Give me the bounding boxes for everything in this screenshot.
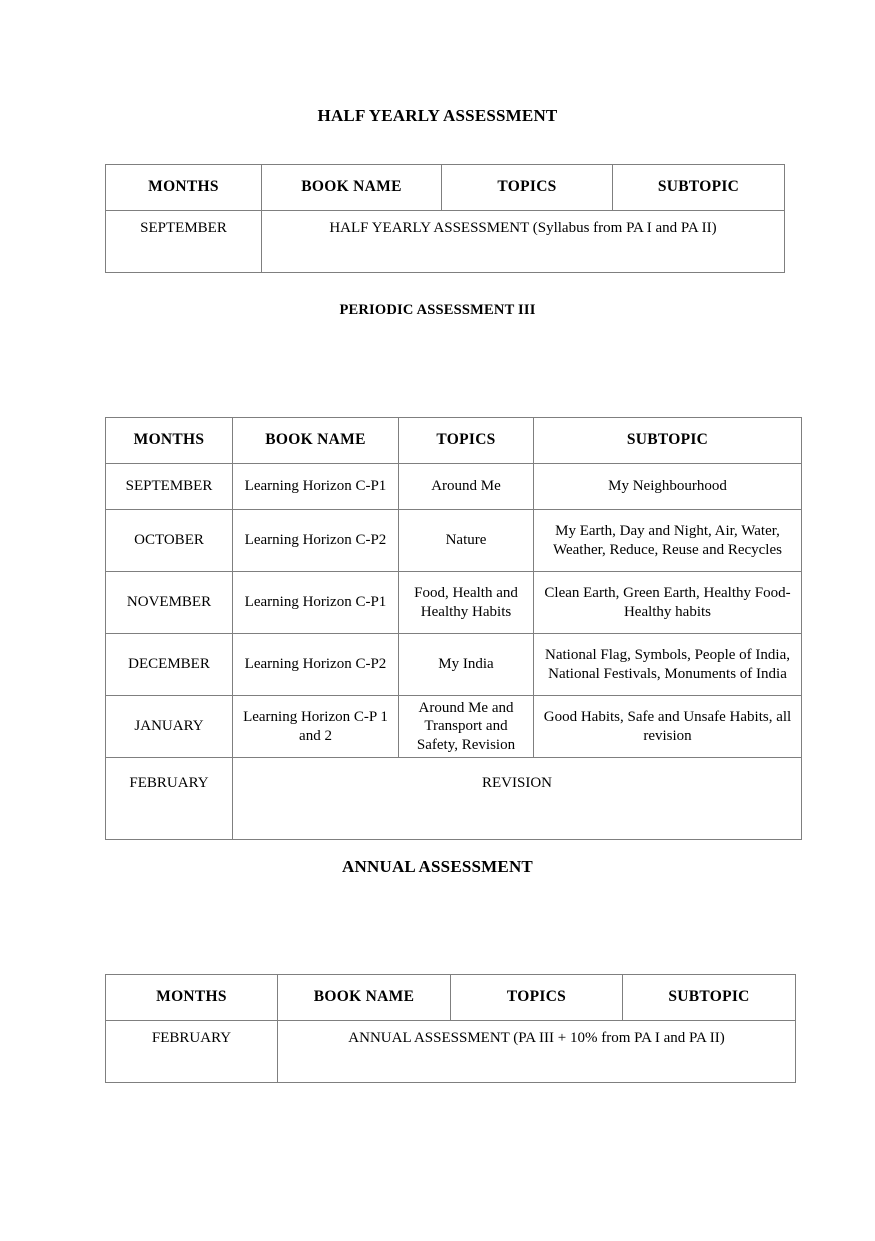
column-header-months: MONTHS (106, 975, 278, 1021)
cell-month: OCTOBER (106, 510, 233, 572)
column-header-book-name: BOOK NAME (233, 418, 399, 464)
section-title-annual-assessment: ANNUAL ASSESSMENT (342, 857, 533, 876)
cell-topics: Around Me (399, 464, 534, 510)
annual-assessment-table (105, 974, 796, 1083)
cell-month: SEPTEMBER (106, 464, 233, 510)
table-row (106, 1021, 796, 1083)
cell-month: NOVEMBER (106, 572, 233, 634)
cell-month: FEBRUARY (106, 1021, 278, 1083)
cell-month: SEPTEMBER (106, 211, 262, 273)
column-header-months: MONTHS (106, 418, 233, 464)
cell-subtopic: National Flag, Symbols, People of India, National Festivals, Monuments of India (534, 634, 802, 696)
table-row (106, 572, 802, 634)
half-yearly-assessment-table (105, 164, 785, 273)
cell-book-name: Learning Horizon C-P1 (233, 572, 399, 634)
cell-book-name: Learning Horizon C-P 1 and 2 (233, 696, 399, 758)
cell-subtopic: Good Habits, Safe and Unsafe Habits, all revision (534, 696, 802, 758)
column-header-topics: TOPICS (399, 418, 534, 464)
section-title-periodic-assessment-iii: PERIODIC ASSESSMENT III (339, 302, 536, 318)
column-header-book-name: BOOK NAME (262, 165, 442, 211)
cell-merged-revision: REVISION (233, 758, 802, 840)
table-header-row (106, 418, 802, 464)
cell-topics: Around Me and Transport and Safety, Revision (399, 696, 534, 758)
cell-topics: Nature (399, 510, 534, 572)
column-header-topics: TOPICS (451, 975, 623, 1021)
cell-topics: Food, Health and Healthy Habits (399, 572, 534, 634)
table-row (106, 634, 802, 696)
table-row (106, 696, 802, 758)
column-header-topics: TOPICS (442, 165, 613, 211)
cell-subtopic: My Neighbourhood (534, 464, 802, 510)
table-row (106, 758, 802, 840)
cell-month: DECEMBER (106, 634, 233, 696)
column-header-months: MONTHS (106, 165, 262, 211)
table-header-row (106, 165, 785, 211)
table-row (106, 211, 785, 273)
cell-book-name: Learning Horizon C-P2 (233, 510, 399, 572)
cell-month: JANUARY (106, 696, 233, 758)
table-header-row (106, 975, 796, 1021)
table-row (106, 510, 802, 572)
column-header-book-name: BOOK NAME (278, 975, 451, 1021)
cell-merged-assessment-note: ANNUAL ASSESSMENT (PA III + 10% from PA I and PA II) (278, 1021, 796, 1083)
table-row (106, 464, 802, 510)
cell-book-name: Learning Horizon C-P2 (233, 634, 399, 696)
column-header-subtopic: SUBTOPIC (534, 418, 802, 464)
section-title-half-yearly: HALF YEARLY ASSESSMENT (317, 106, 558, 125)
cell-subtopic: Clean Earth, Green Earth, Healthy Food- Healthy habits (534, 572, 802, 634)
column-header-subtopic: SUBTOPIC (613, 165, 785, 211)
periodic-assessment-iii-table (105, 417, 802, 840)
column-header-subtopic: SUBTOPIC (623, 975, 796, 1021)
cell-merged-assessment-note: HALF YEARLY ASSESSMENT (Syllabus from PA I and PA II) (262, 211, 785, 273)
cell-month: FEBRUARY (106, 758, 233, 840)
cell-topics: My India (399, 634, 534, 696)
cell-subtopic: My Earth, Day and Night, Air, Water, Weather, Reduce, Reuse and Recycles (534, 510, 802, 572)
cell-book-name: Learning Horizon C-P1 (233, 464, 399, 510)
